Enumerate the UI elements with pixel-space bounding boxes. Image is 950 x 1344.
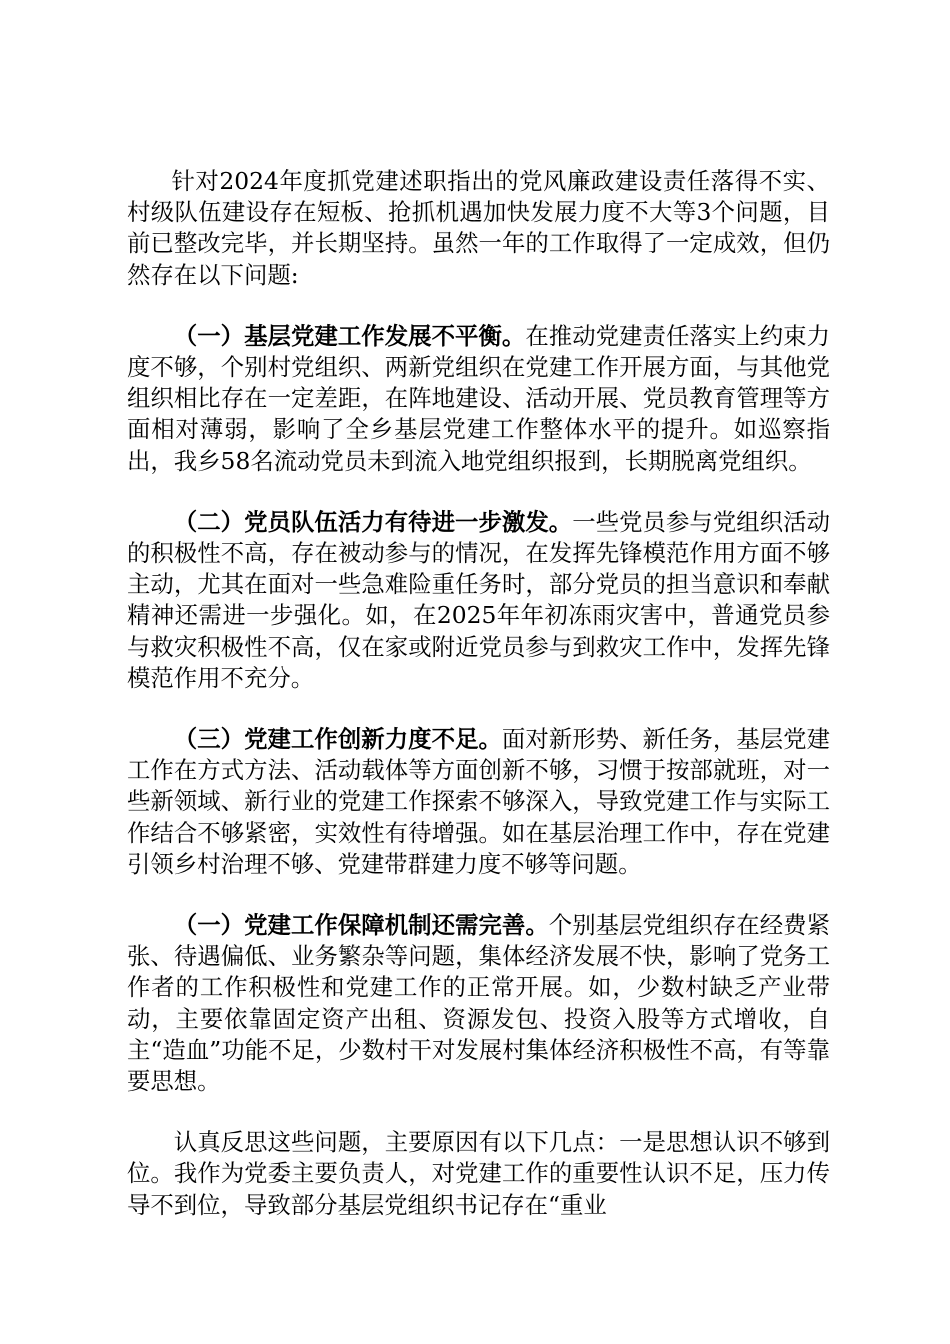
document-body	[127, 166, 830, 1251]
reflection-paragraph	[127, 1127, 830, 1221]
paragraph-text: 一些党员参与党组织活动的积极性不高，存在被动参与的情况，在发挥先锋模范作用方面不够主动，尤其在面对一些急难险重任务时，部分党员的担当意识和奉献精神还需进一步强化。如，在2025年年初冻雨灾害中，普通党员参与救灾积极性不高，仅在家或附近党员参与到救灾工作中，发挥先锋模范作用不充分。	[127, 507, 830, 692]
paragraph-text: 认真反思这些问题，主要原因有以下几点：一是思想认识不够到位。我作为党委主要负责人，对党建工作的重要性认识不足，压力传导不到位，导致部分基层党组织书记存在“重业	[127, 1128, 830, 1219]
issue-paragraph-2	[127, 507, 830, 694]
issue-paragraph-1	[127, 321, 830, 477]
paragraph-text: 针对2024年度抓党建述职指出的党风廉政建设责任落得不实、村级队伍建设存在短板、抢抓机遇加快发展力度不大等3个问题，目前已整改完毕，并长期坚持。虽然一年的工作取得了一定成效，但仍然存在以下问题:	[127, 167, 830, 289]
intro-paragraph	[127, 166, 830, 291]
issue-heading: （一）基层党建工作发展不平衡。	[173, 321, 526, 350]
issue-heading: （二）党员队伍活力有待进一步激发。	[173, 507, 573, 536]
issue-heading: （一）党建工作保障机制还需完善。	[173, 911, 549, 940]
issue-heading: （三）党建工作创新力度不足。	[173, 725, 502, 754]
paragraph-text: 在推动党建责任落实上约束力度不够，个别村党组织、两新党组织在党建工作开展方面，与其他党组织相比存在一定差距，在阵地建设、活动开展、党员教育管理等方面相对薄弱，影响了全乡基层党建工作整体水平的提升。如巡察指出，我乡58名流动党员未到流入地党组织报到，长期脱离党组织。	[127, 321, 830, 475]
paragraph-text: 面对新形势、新任务，基层党建工作在方式方法、活动载体等方面创新不够，习惯于按部就班，对一些新领域、新行业的党建工作探索不够深入，导致党建工作与实际工作结合不够紧密，实效性有待增强。如在基层治理工作中，存在党建引领乡村治理不够、党建带群建力度不够等问题。	[127, 725, 830, 878]
issue-paragraph-4	[127, 910, 830, 1097]
paragraph-text: 个别基层党组织存在经费紧张、待遇偏低、业务繁杂等问题，集体经济发展不快，影响了党务工作者的工作积极性和党建工作的正常开展。如，少数村缺乏产业带动，主要依靠固定资产出租、资源发包、投资入股等方式增收，自主“造血”功能不足，少数村干对发展村集体经济积极性不高，有等靠要思想。	[127, 911, 830, 1096]
issue-paragraph-3	[127, 724, 830, 880]
